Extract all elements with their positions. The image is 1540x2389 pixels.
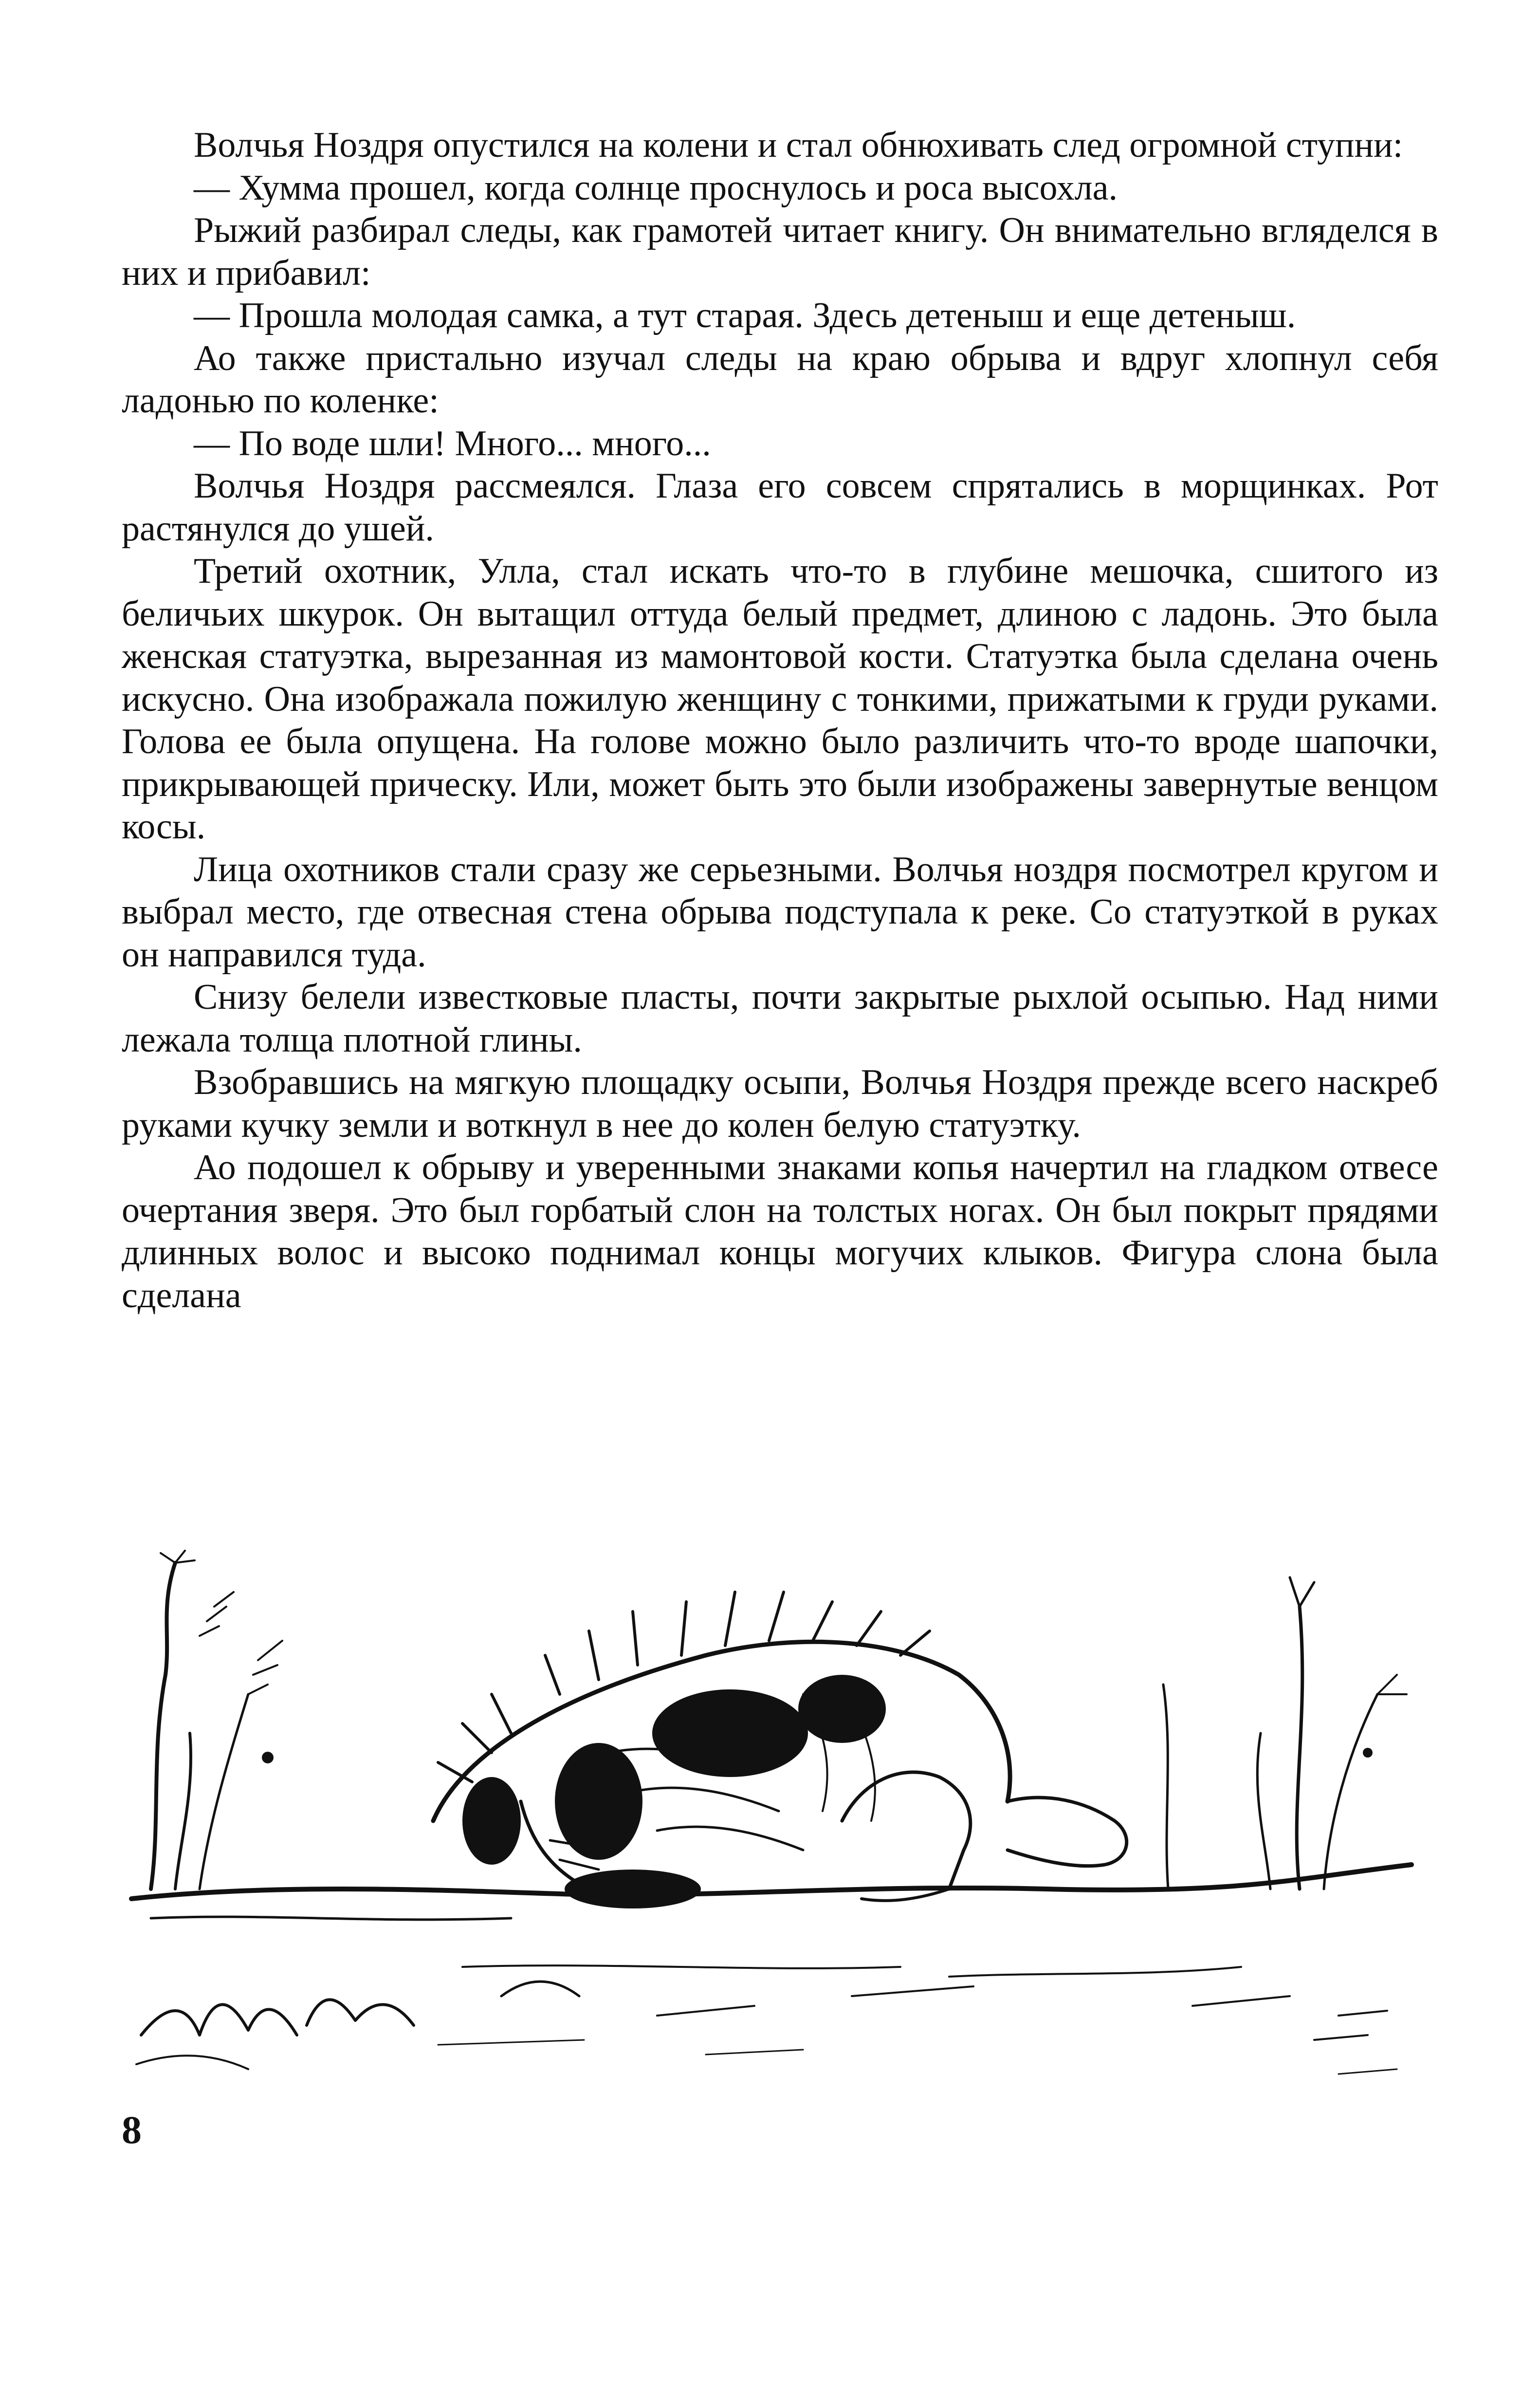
paragraph: — Хумма прошел, когда солнце проснулось и роса высохла. xyxy=(194,167,1118,208)
paragraph: Волчья Ноздря рассмеялся. Глаза его совсем спрятались в морщинках. Рот растянулся до ушей. xyxy=(122,466,1438,549)
paragraph: Ао подошел к обрыву и уверенными знаками копья начертил на гладком отвесе очертания зверя. Это был горбатый слон на толстых ногах. Он был покрыт прядями длинных волос и высоко поднимал концы могучих клыков. Фигура слона была сделана xyxy=(122,1148,1438,1315)
paragraph: — Прошла молодая самка, а тут старая. Здесь детеныш и еще детеныш. xyxy=(194,296,1296,335)
paragraph: — По воде шли! Много... много... xyxy=(194,423,711,463)
paragraph: Снизу белели известковые пласты, почти закрытые рыхлой осыпью. Над ними лежала толща плотной глины. xyxy=(122,977,1438,1060)
paragraph: Третий охотник, Улла, стал искать что-то в глубине мешочка, сшитого из беличьих шкурок. Он вытащил оттуда белый предмет, длиною с ладонь. Это была женская статуэтка, вырезанная из мамонтовой кости. Статуэтка была сделана очень искусно. Она изображала пожилую женщину с тонкими, прижатыми к груди руками. Голова ее была опущена. На голове можно было различить что-то вроде шапочки, прикрывающей прическу. Или, может быть это были изображены завернутые венцом косы. xyxy=(122,551,1438,847)
paragraph: Лица охотников стали сразу же серьезными. Волчья ноздря посмотрел кругом и выбрал место, где отвесная стена обрыва подступала к реке. Со статуэткой в руках он направился туда. xyxy=(122,849,1438,975)
paragraph: Рыжий разбирал следы, как грамотей читает книгу. Он внимательно вгляделся в них и прибавил: xyxy=(122,210,1438,293)
page-number: 8 xyxy=(122,2108,142,2152)
hunter-sniffing-tracks-drawing xyxy=(122,1548,1438,2142)
paragraph: Ао также пристально изучал следы на краю обрыва и вдруг хлопнул себя ладонью по коленке: xyxy=(122,338,1438,421)
body-text xyxy=(122,124,1438,1317)
paragraph: Взобравшись на мягкую площадку осыпи, Волчья Ноздря прежде всего наскреб руками кучку земли и воткнул в нее до колен белую статуэтку. xyxy=(122,1062,1438,1145)
paragraph: Волчья Ноздря опустился на колени и стал обнюхивать след огромной ступни: xyxy=(194,125,1403,165)
